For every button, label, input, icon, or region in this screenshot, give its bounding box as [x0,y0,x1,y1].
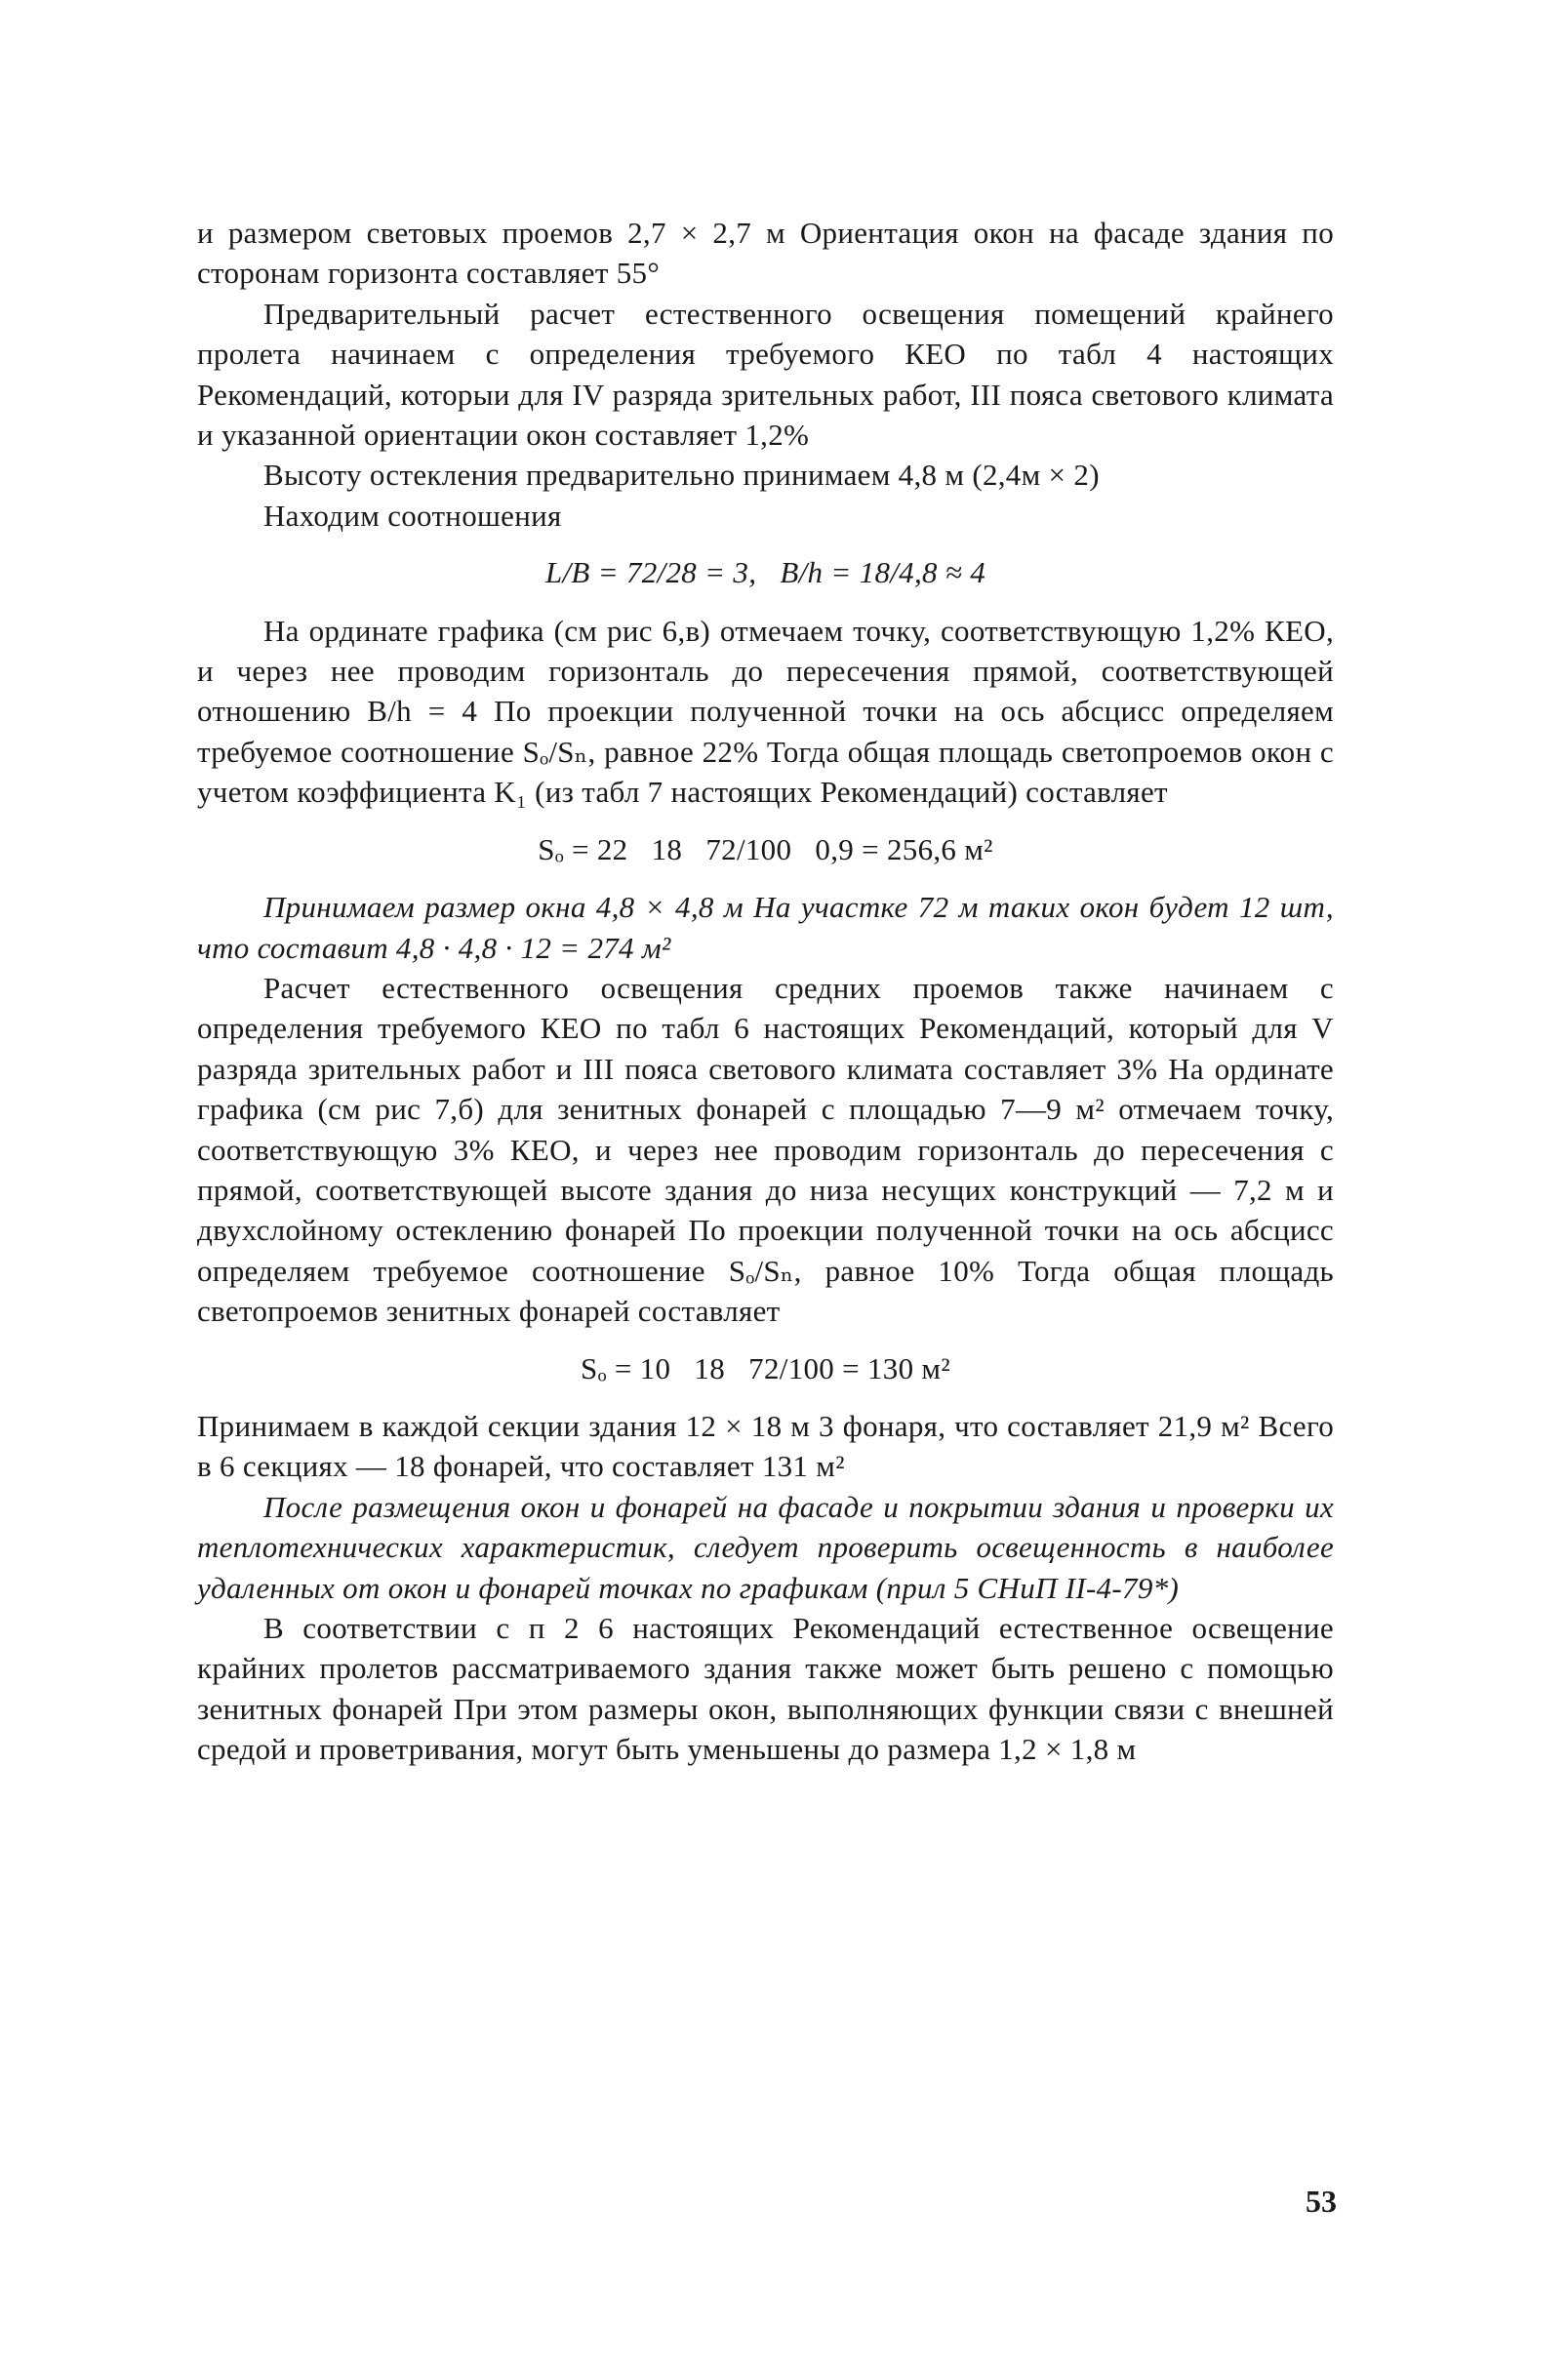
paragraph-3: Высоту остекления предварительно принимаем 4,8 м (2,4м × 2) [263,458,1100,493]
formula-ratios-text: L/B = 72/28 = 3, B/h = 18/4,8 ≈ 4 [544,555,986,590]
paragraph-5: На ординате графика (см рис 6,в) отмечаем точку, соответствующую 1,2% КЕО, и через нее проводим горизонталь до пересечения прямой, соответствующей отношению B/h = 4 По проекции полученной точки на ось абсцисс определяем требуемое соотношение Sₒ/Sₙ, равное 22% Тогда общая площадь светопроемов окон с учетом коэффициента K₁ (из табл 7 настоящих Рекомендаций) составляет [197,613,1334,810]
formula-ratios [197,552,1334,592]
paragraph-10: В соответствии с п 2 6 настоящих Рекомендаций естественное освещение крайних пролетов рассматриваемого здания также может быть решено с помощью зенитных фонарей При этом размеры окон, выполняющих функции связи с внешней средой и проветривания, могут быть уменьшены до размера 1,2 × 1,8 м [197,1611,1334,1767]
paragraph-9: После размещения окон и фонарей на фасаде и покрытии здания и проверки их теплотехнических характеристик, следует проверить освещенность в наиболее удаленных от окон и фонарей точках по графикам (прил 5 СНиП II-4-79*) [197,1489,1334,1605]
paragraph-1: и размером световых проемов 2,7 × 2,7 м Ориентация окон на фасаде здания по сторонам горизонта составляет 55° [197,216,1334,291]
paragraph-8: Принимаем в каждой секции здания 12 × 18 м 3 фонаря, что составляет 21,9 м² Всего в 6 секциях — 18 фонарей, что составляет 131 м² [197,1408,1334,1484]
paragraph-2: Предварительный расчет естественного освещения помещений крайнего пролета начинаем с определения требуемого КЕО по табл 4 настоящих Рекомендаций, которыи для IV разряда зрительных работ, III пояса светового климата и указанной ориентации окон составляет 1,2% [197,296,1334,453]
formula-skylights-area [197,1348,1334,1388]
paragraph-4: Находим соотношения [263,498,562,533]
paragraph-7: Расчет естественного освещения средних проемов также начинаем с определения требуемого КЕО по табл 6 настоящих Рекомендаций, который для V разряда зрительных работ и III пояса светового климата составляет 3% На ординате графика (см рис 7,б) для зенитных фонарей с площадью 7—9 м² отмечаем точку, соответствующую 3% КЕО, и через нее проводим горизонталь до пересечения с прямой, соответствующей высоте здания до низа несущих конструкций — 7,2 м и двухслойному остеклению фонарей По проекции полученной точки на ось абсцисс определяем требуемое соотношение Sₒ/Sₙ, равное 10% Тогда общая площадь светопроемов зенитных фонарей составляет [197,970,1334,1329]
formula-windows-area [197,829,1334,869]
formula-skylights-area-text: Sₒ = 10 18 72/100 = 130 м² [581,1350,950,1385]
page-number: 53 [1306,2184,1337,2219]
page-body [197,213,1334,1770]
paragraph-6: Принимаем размер окна 4,8 × 4,8 м На участке 72 м таких окон будет 12 шт, что составит 4,8 · 4,8 · 12 = 274 м² [197,890,1334,965]
formula-windows-area-text: Sₒ = 22 18 72/100 0,9 = 256,6 м² [538,831,993,866]
